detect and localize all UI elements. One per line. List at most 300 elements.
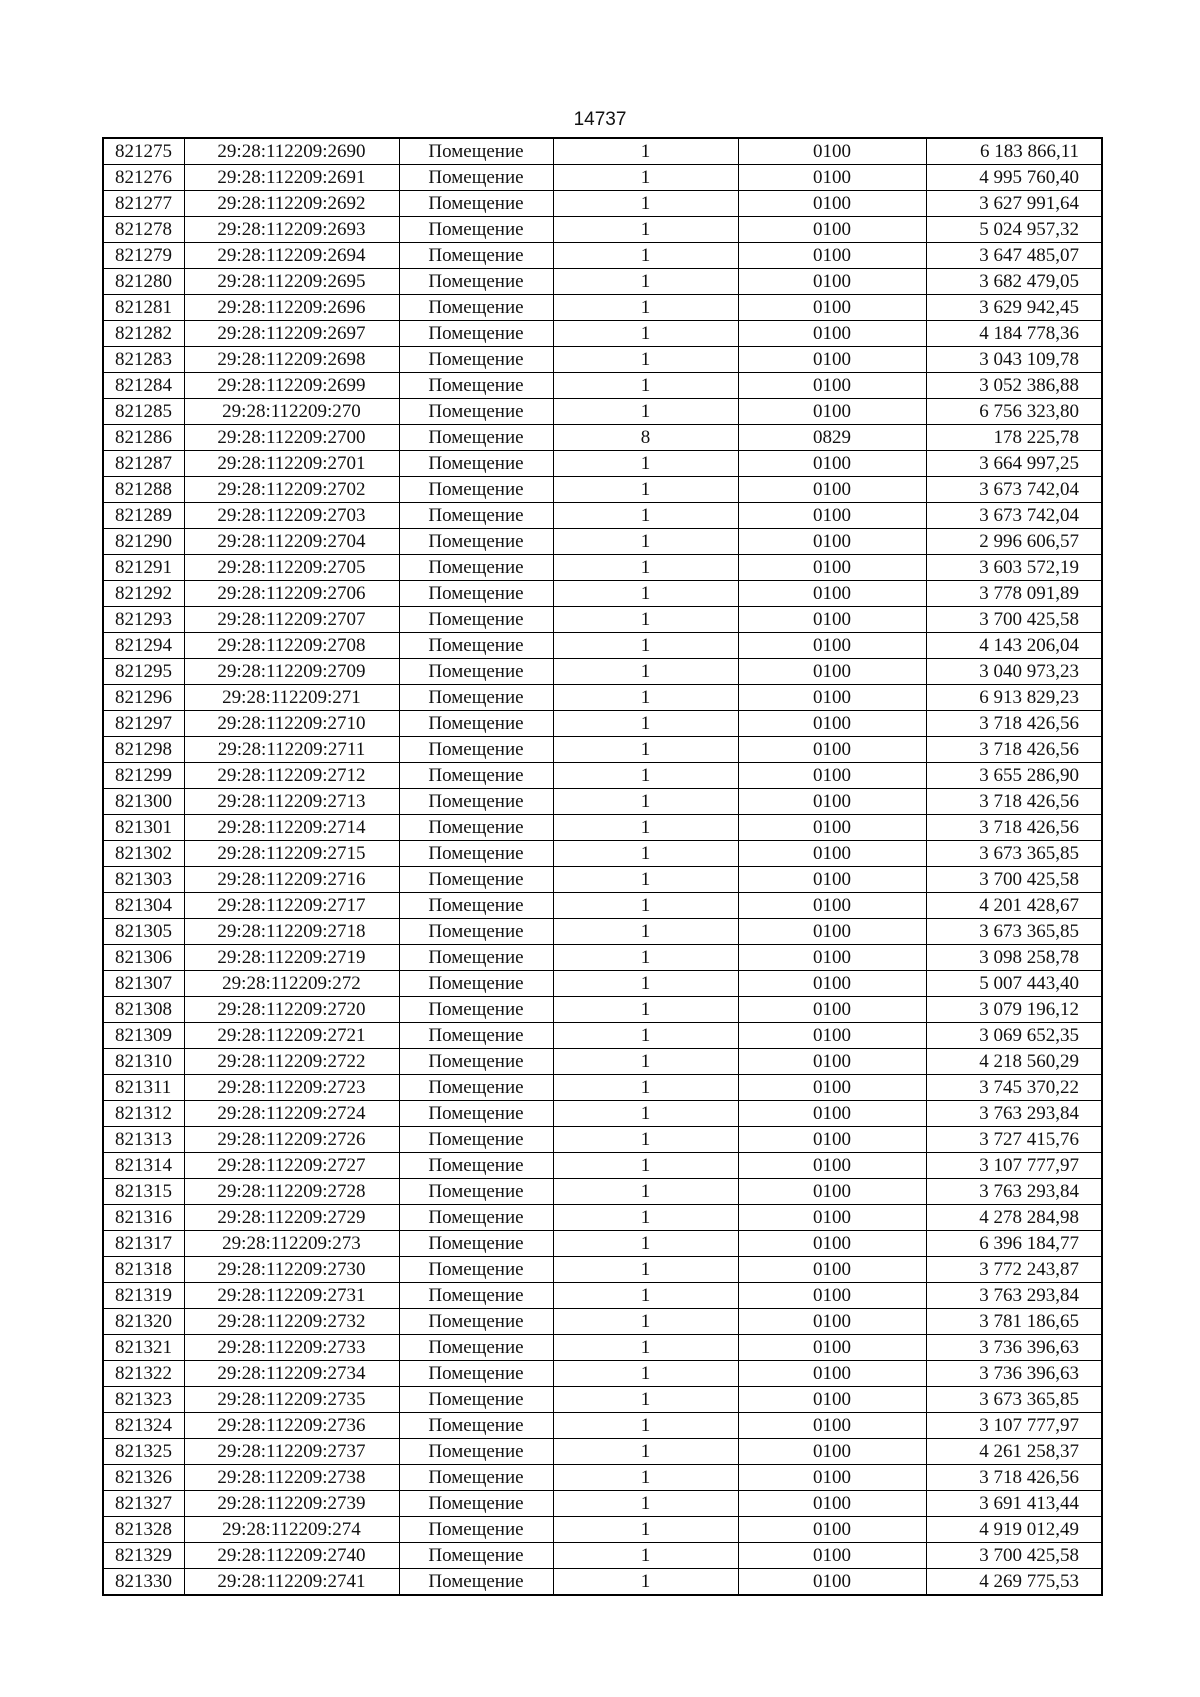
cadastral-value-cell: 3 069 652,35	[926, 1023, 1102, 1049]
cadastral-number-cell: 29:28:112209:2729	[184, 1205, 399, 1231]
cadastral-number-cell: 29:28:112209:2699	[184, 373, 399, 399]
object-type-cell: Помещение	[399, 815, 553, 841]
table-row	[103, 607, 1102, 633]
cadastral-value-cell: 4 261 258,37	[926, 1439, 1102, 1465]
object-type-cell: Помещение	[399, 321, 553, 347]
object-type-cell: Помещение	[399, 997, 553, 1023]
row-number-cell: 821277	[103, 191, 184, 217]
code-cell: 0100	[738, 243, 926, 269]
cadastral-number-cell: 29:28:112209:2704	[184, 529, 399, 555]
group-cell: 1	[553, 867, 738, 893]
table-row	[103, 841, 1102, 867]
row-number-cell: 821320	[103, 1309, 184, 1335]
object-type-cell: Помещение	[399, 1257, 553, 1283]
cadastral-number-cell: 29:28:112209:2736	[184, 1413, 399, 1439]
cadastral-value-cell: 5 007 443,40	[926, 971, 1102, 997]
table-row	[103, 997, 1102, 1023]
object-type-cell: Помещение	[399, 711, 553, 737]
object-type-cell: Помещение	[399, 503, 553, 529]
cadastral-value-cell: 3 627 991,64	[926, 191, 1102, 217]
group-cell: 1	[553, 1075, 738, 1101]
group-cell: 1	[553, 1491, 738, 1517]
group-cell: 1	[553, 191, 738, 217]
code-cell: 0100	[738, 685, 926, 711]
group-cell: 1	[553, 1127, 738, 1153]
row-number-cell: 821324	[103, 1413, 184, 1439]
row-number-cell: 821329	[103, 1543, 184, 1569]
row-number-cell: 821298	[103, 737, 184, 763]
group-cell: 1	[553, 815, 738, 841]
cadastral-number-cell: 29:28:112209:270	[184, 399, 399, 425]
object-type-cell: Помещение	[399, 1335, 553, 1361]
row-number-cell: 821289	[103, 503, 184, 529]
table-row	[103, 1101, 1102, 1127]
row-number-cell: 821292	[103, 581, 184, 607]
object-type-cell: Помещение	[399, 659, 553, 685]
group-cell: 1	[553, 893, 738, 919]
cadastral-number-cell: 29:28:112209:2694	[184, 243, 399, 269]
row-number-cell: 821319	[103, 1283, 184, 1309]
group-cell: 8	[553, 425, 738, 451]
cadastral-value-cell: 3 763 293,84	[926, 1101, 1102, 1127]
object-type-cell: Помещение	[399, 1283, 553, 1309]
cadastral-number-cell: 29:28:112209:2737	[184, 1439, 399, 1465]
cadastral-number-cell: 29:28:112209:2712	[184, 763, 399, 789]
code-cell: 0100	[738, 867, 926, 893]
object-type-cell: Помещение	[399, 789, 553, 815]
group-cell: 1	[553, 1023, 738, 1049]
table-row	[103, 373, 1102, 399]
code-cell: 0100	[738, 503, 926, 529]
cadastral-number-cell: 29:28:112209:2741	[184, 1569, 399, 1596]
code-cell: 0100	[738, 1465, 926, 1491]
row-number-cell: 821330	[103, 1569, 184, 1596]
code-cell: 0100	[738, 555, 926, 581]
group-cell: 1	[553, 477, 738, 503]
cadastral-value-cell: 178 225,78	[926, 425, 1102, 451]
table-row	[103, 919, 1102, 945]
row-number-cell: 821288	[103, 477, 184, 503]
table-row	[103, 269, 1102, 295]
cadastral-value-cell: 4 143 206,04	[926, 633, 1102, 659]
table-row	[103, 243, 1102, 269]
object-type-cell: Помещение	[399, 1023, 553, 1049]
code-cell: 0100	[738, 1335, 926, 1361]
table-row	[103, 685, 1102, 711]
group-cell: 1	[553, 1569, 738, 1596]
cadastral-value-cell: 3 079 196,12	[926, 997, 1102, 1023]
row-number-cell: 821283	[103, 347, 184, 373]
cadastral-value-cell: 3 736 396,63	[926, 1361, 1102, 1387]
group-cell: 1	[553, 607, 738, 633]
row-number-cell: 821305	[103, 919, 184, 945]
code-cell: 0100	[738, 269, 926, 295]
object-type-cell: Помещение	[399, 1465, 553, 1491]
cadastral-number-cell: 29:28:112209:2720	[184, 997, 399, 1023]
group-cell: 1	[553, 217, 738, 243]
cadastral-number-cell: 29:28:112209:2716	[184, 867, 399, 893]
group-cell: 1	[553, 1387, 738, 1413]
code-cell: 0100	[738, 607, 926, 633]
table-row	[103, 763, 1102, 789]
group-cell: 1	[553, 1517, 738, 1543]
code-cell: 0100	[738, 477, 926, 503]
cadastral-number-cell: 29:28:112209:2702	[184, 477, 399, 503]
group-cell: 1	[553, 1543, 738, 1569]
table-row	[103, 217, 1102, 243]
object-type-cell: Помещение	[399, 295, 553, 321]
cadastral-value-cell: 3 718 426,56	[926, 789, 1102, 815]
code-cell: 0100	[738, 217, 926, 243]
table-row	[103, 321, 1102, 347]
code-cell: 0100	[738, 737, 926, 763]
group-cell: 1	[553, 347, 738, 373]
cadastral-number-cell: 29:28:112209:271	[184, 685, 399, 711]
group-cell: 1	[553, 451, 738, 477]
object-type-cell: Помещение	[399, 1179, 553, 1205]
row-number-cell: 821297	[103, 711, 184, 737]
group-cell: 1	[553, 971, 738, 997]
cadastral-value-cell: 3 718 426,56	[926, 711, 1102, 737]
code-cell: 0100	[738, 763, 926, 789]
cadastral-number-cell: 29:28:112209:2734	[184, 1361, 399, 1387]
group-cell: 1	[553, 295, 738, 321]
cadastral-value-cell: 3 772 243,87	[926, 1257, 1102, 1283]
cadastral-value-cell: 4 995 760,40	[926, 165, 1102, 191]
cadastral-value-cell: 3 647 485,07	[926, 243, 1102, 269]
cadastral-value-cell: 3 763 293,84	[926, 1179, 1102, 1205]
cadastral-number-cell: 29:28:112209:2730	[184, 1257, 399, 1283]
row-number-cell: 821311	[103, 1075, 184, 1101]
object-type-cell: Помещение	[399, 841, 553, 867]
cadastral-value-cell: 3 673 742,04	[926, 477, 1102, 503]
row-number-cell: 821317	[103, 1231, 184, 1257]
group-cell: 1	[553, 373, 738, 399]
code-cell: 0100	[738, 789, 926, 815]
cadastral-number-cell: 29:28:112209:2724	[184, 1101, 399, 1127]
cadastral-number-cell: 29:28:112209:2701	[184, 451, 399, 477]
cadastral-number-cell: 29:28:112209:2723	[184, 1075, 399, 1101]
table-row	[103, 659, 1102, 685]
cadastral-number-cell: 29:28:112209:2740	[184, 1543, 399, 1569]
row-number-cell: 821318	[103, 1257, 184, 1283]
cadastral-value-cell: 3 107 777,97	[926, 1153, 1102, 1179]
group-cell: 1	[553, 581, 738, 607]
code-cell: 0100	[738, 1101, 926, 1127]
cadastral-number-cell: 29:28:112209:2691	[184, 165, 399, 191]
table-row	[103, 399, 1102, 425]
cadastral-value-cell: 4 184 778,36	[926, 321, 1102, 347]
object-type-cell: Помещение	[399, 685, 553, 711]
table-row	[103, 815, 1102, 841]
object-type-cell: Помещение	[399, 1153, 553, 1179]
group-cell: 1	[553, 1101, 738, 1127]
table-row	[103, 893, 1102, 919]
cadastral-number-cell: 29:28:112209:2719	[184, 945, 399, 971]
code-cell: 0100	[738, 373, 926, 399]
group-cell: 1	[553, 685, 738, 711]
code-cell: 0100	[738, 1257, 926, 1283]
object-type-cell: Помещение	[399, 1231, 553, 1257]
row-number-cell: 821276	[103, 165, 184, 191]
row-number-cell: 821275	[103, 138, 184, 165]
row-number-cell: 821286	[103, 425, 184, 451]
row-number-cell: 821278	[103, 217, 184, 243]
code-cell: 0100	[738, 1569, 926, 1596]
object-type-cell: Помещение	[399, 477, 553, 503]
table-row	[103, 1127, 1102, 1153]
group-cell: 1	[553, 1049, 738, 1075]
object-type-cell: Помещение	[399, 607, 553, 633]
cadastral-value-cell: 4 919 012,49	[926, 1517, 1102, 1543]
cadastral-number-cell: 29:28:112209:2714	[184, 815, 399, 841]
cadastral-value-cell: 3 778 091,89	[926, 581, 1102, 607]
cadastral-number-cell: 29:28:112209:2709	[184, 659, 399, 685]
table-row	[103, 711, 1102, 737]
row-number-cell: 821279	[103, 243, 184, 269]
object-type-cell: Помещение	[399, 425, 553, 451]
cadastral-value-cell: 3 691 413,44	[926, 1491, 1102, 1517]
table-row	[103, 1179, 1102, 1205]
cadastral-value-cell: 3 700 425,58	[926, 867, 1102, 893]
row-number-cell: 821328	[103, 1517, 184, 1543]
cadastral-number-cell: 29:28:112209:2697	[184, 321, 399, 347]
cadastral-number-cell: 29:28:112209:2721	[184, 1023, 399, 1049]
code-cell: 0100	[738, 815, 926, 841]
cadastral-number-cell: 29:28:112209:2711	[184, 737, 399, 763]
cadastral-number-cell: 29:28:112209:2695	[184, 269, 399, 295]
row-number-cell: 821314	[103, 1153, 184, 1179]
table-row	[103, 1439, 1102, 1465]
code-cell: 0100	[738, 138, 926, 165]
table-row	[103, 347, 1102, 373]
object-type-cell: Помещение	[399, 217, 553, 243]
code-cell: 0100	[738, 945, 926, 971]
cadastral-value-cell: 4 278 284,98	[926, 1205, 1102, 1231]
cadastral-number-cell: 29:28:112209:2728	[184, 1179, 399, 1205]
object-type-cell: Помещение	[399, 1439, 553, 1465]
cadastral-value-cell: 6 396 184,77	[926, 1231, 1102, 1257]
cadastral-value-cell: 6 183 866,11	[926, 138, 1102, 165]
cadastral-value-cell: 6 756 323,80	[926, 399, 1102, 425]
row-number-cell: 821308	[103, 997, 184, 1023]
cadastral-value-cell: 3 781 186,65	[926, 1309, 1102, 1335]
table-row	[103, 1023, 1102, 1049]
group-cell: 1	[553, 1153, 738, 1179]
cadastral-number-cell: 29:28:112209:2726	[184, 1127, 399, 1153]
table-row	[103, 1335, 1102, 1361]
cadastral-value-cell: 3 682 479,05	[926, 269, 1102, 295]
cadastral-number-cell: 29:28:112209:2705	[184, 555, 399, 581]
code-cell: 0100	[738, 1517, 926, 1543]
cadastral-value-cell: 6 913 829,23	[926, 685, 1102, 711]
object-type-cell: Помещение	[399, 165, 553, 191]
cadastral-value-cell: 3 700 425,58	[926, 1543, 1102, 1569]
cadastral-number-cell: 29:28:112209:2692	[184, 191, 399, 217]
object-type-cell: Помещение	[399, 1361, 553, 1387]
cadastral-value-cell: 2 996 606,57	[926, 529, 1102, 555]
code-cell: 0100	[738, 841, 926, 867]
object-type-cell: Помещение	[399, 945, 553, 971]
code-cell: 0100	[738, 1543, 926, 1569]
cadastral-number-cell: 29:28:112209:2735	[184, 1387, 399, 1413]
cadastral-number-cell: 29:28:112209:2698	[184, 347, 399, 373]
cadastral-number-cell: 29:28:112209:2732	[184, 1309, 399, 1335]
group-cell: 1	[553, 1231, 738, 1257]
cadastral-number-cell: 29:28:112209:2710	[184, 711, 399, 737]
cadastral-number-cell: 29:28:112209:2731	[184, 1283, 399, 1309]
group-cell: 1	[553, 737, 738, 763]
row-number-cell: 821312	[103, 1101, 184, 1127]
row-number-cell: 821302	[103, 841, 184, 867]
cadastral-value-cell: 3 673 742,04	[926, 503, 1102, 529]
cadastral-number-cell: 29:28:112209:2706	[184, 581, 399, 607]
table-row	[103, 581, 1102, 607]
cadastral-number-cell: 29:28:112209:2718	[184, 919, 399, 945]
code-cell: 0100	[738, 1439, 926, 1465]
cadastral-value-cell: 3 718 426,56	[926, 1465, 1102, 1491]
cadastral-number-cell: 29:28:112209:2717	[184, 893, 399, 919]
object-type-cell: Помещение	[399, 763, 553, 789]
cadastral-number-cell: 29:28:112209:272	[184, 971, 399, 997]
table-row	[103, 529, 1102, 555]
cadastral-value-cell: 3 107 777,97	[926, 1413, 1102, 1439]
table-row	[103, 1231, 1102, 1257]
table-row	[103, 503, 1102, 529]
object-type-cell: Помещение	[399, 373, 553, 399]
cadastral-number-cell: 29:28:112209:2690	[184, 138, 399, 165]
code-cell: 0100	[738, 997, 926, 1023]
code-cell: 0100	[738, 1491, 926, 1517]
cadastral-number-cell: 29:28:112209:2715	[184, 841, 399, 867]
table-row	[103, 138, 1102, 165]
object-type-cell: Помещение	[399, 1049, 553, 1075]
code-cell: 0100	[738, 1049, 926, 1075]
row-number-cell: 821294	[103, 633, 184, 659]
cadastral-number-cell: 29:28:112209:2733	[184, 1335, 399, 1361]
cadastral-number-cell: 29:28:112209:2727	[184, 1153, 399, 1179]
row-number-cell: 821296	[103, 685, 184, 711]
group-cell: 1	[553, 789, 738, 815]
object-type-cell: Помещение	[399, 1075, 553, 1101]
cadastral-value-cell: 3 098 258,78	[926, 945, 1102, 971]
group-cell: 1	[553, 1465, 738, 1491]
object-type-cell: Помещение	[399, 243, 553, 269]
code-cell: 0100	[738, 1309, 926, 1335]
cadastral-value-cell: 3 727 415,76	[926, 1127, 1102, 1153]
row-number-cell: 821316	[103, 1205, 184, 1231]
row-number-cell: 821301	[103, 815, 184, 841]
row-number-cell: 821299	[103, 763, 184, 789]
cadastral-value-cell: 4 218 560,29	[926, 1049, 1102, 1075]
group-cell: 1	[553, 399, 738, 425]
group-cell: 1	[553, 555, 738, 581]
group-cell: 1	[553, 1361, 738, 1387]
cadastral-number-cell: 29:28:112209:2693	[184, 217, 399, 243]
cadastral-number-cell: 29:28:112209:273	[184, 1231, 399, 1257]
object-type-cell: Помещение	[399, 971, 553, 997]
table-row	[103, 1283, 1102, 1309]
code-cell: 0100	[738, 1231, 926, 1257]
group-cell: 1	[553, 633, 738, 659]
table-row	[103, 1387, 1102, 1413]
object-type-cell: Помещение	[399, 1387, 553, 1413]
table-row	[103, 867, 1102, 893]
group-cell: 1	[553, 1205, 738, 1231]
code-cell: 0100	[738, 165, 926, 191]
object-type-cell: Помещение	[399, 893, 553, 919]
object-type-cell: Помещение	[399, 451, 553, 477]
cadastral-value-cell: 3 718 426,56	[926, 737, 1102, 763]
row-number-cell: 821326	[103, 1465, 184, 1491]
row-number-cell: 821323	[103, 1387, 184, 1413]
row-number-cell: 821287	[103, 451, 184, 477]
table-row	[103, 1491, 1102, 1517]
code-cell: 0100	[738, 1179, 926, 1205]
row-number-cell: 821307	[103, 971, 184, 997]
cadastral-number-cell: 29:28:112209:2738	[184, 1465, 399, 1491]
object-type-cell: Помещение	[399, 1309, 553, 1335]
object-type-cell: Помещение	[399, 867, 553, 893]
code-cell: 0100	[738, 347, 926, 373]
row-number-cell: 821293	[103, 607, 184, 633]
table-row	[103, 633, 1102, 659]
object-type-cell: Помещение	[399, 581, 553, 607]
row-number-cell: 821325	[103, 1439, 184, 1465]
object-type-cell: Помещение	[399, 919, 553, 945]
cadastral-value-cell: 3 043 109,78	[926, 347, 1102, 373]
cadastral-value-cell: 3 052 386,88	[926, 373, 1102, 399]
code-cell: 0100	[738, 633, 926, 659]
code-cell: 0100	[738, 321, 926, 347]
code-cell: 0100	[738, 711, 926, 737]
cadastral-value-cell: 3 718 426,56	[926, 815, 1102, 841]
table-row	[103, 1517, 1102, 1543]
table-row	[103, 1309, 1102, 1335]
row-number-cell: 821303	[103, 867, 184, 893]
row-number-cell: 821295	[103, 659, 184, 685]
group-cell: 1	[553, 945, 738, 971]
group-cell: 1	[553, 165, 738, 191]
code-cell: 0100	[738, 1127, 926, 1153]
cadastral-value-cell: 4 201 428,67	[926, 893, 1102, 919]
row-number-cell: 821313	[103, 1127, 184, 1153]
cadastral-value-cell: 3 745 370,22	[926, 1075, 1102, 1101]
cadastral-value-cell: 3 664 997,25	[926, 451, 1102, 477]
table-row	[103, 1205, 1102, 1231]
group-cell: 1	[553, 841, 738, 867]
code-cell: 0100	[738, 1387, 926, 1413]
table-row	[103, 1257, 1102, 1283]
table-row	[103, 425, 1102, 451]
group-cell: 1	[553, 763, 738, 789]
table-row	[103, 1413, 1102, 1439]
row-number-cell: 821310	[103, 1049, 184, 1075]
object-type-cell: Помещение	[399, 347, 553, 373]
cadastral-value-cell: 3 655 286,90	[926, 763, 1102, 789]
table-row	[103, 477, 1102, 503]
cadastral-value-cell: 3 629 942,45	[926, 295, 1102, 321]
code-cell: 0100	[738, 1075, 926, 1101]
table-row	[103, 1153, 1102, 1179]
object-type-cell: Помещение	[399, 1517, 553, 1543]
group-cell: 1	[553, 321, 738, 347]
code-cell: 0100	[738, 1023, 926, 1049]
group-cell: 1	[553, 269, 738, 295]
cadastral-value-cell: 3 673 365,85	[926, 1387, 1102, 1413]
row-number-cell: 821285	[103, 399, 184, 425]
page-number: 14737	[573, 109, 627, 130]
